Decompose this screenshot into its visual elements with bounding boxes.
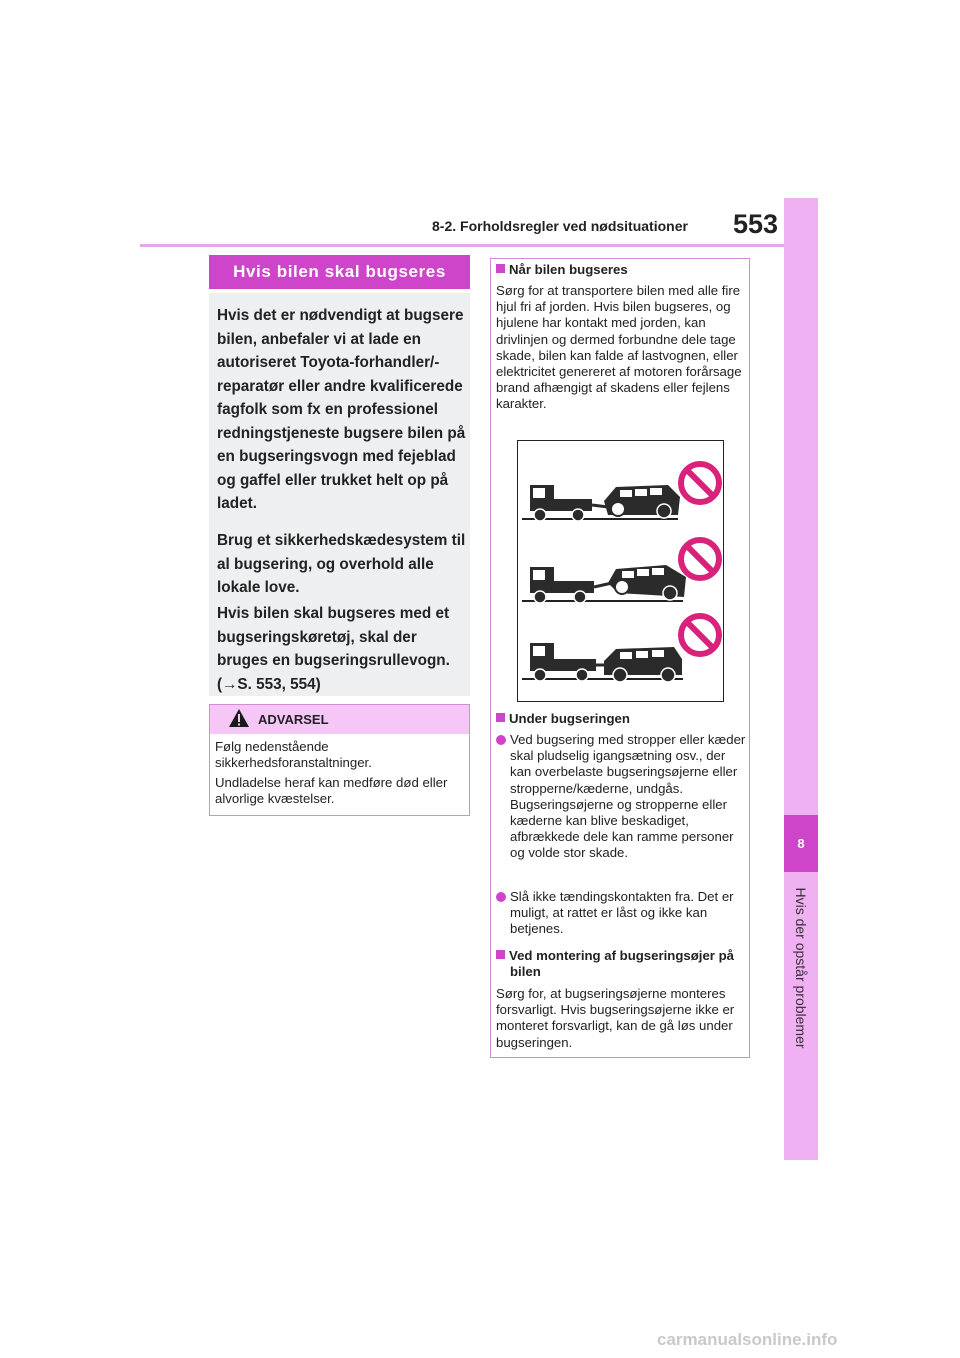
- towing-scene-3: [522, 616, 719, 682]
- subheading-mounting: [496, 948, 746, 980]
- round-bullet-icon: [496, 892, 506, 902]
- intro-paragraph: Brug et sikkerhedskædesystem til al bugsering, og overhold alle lokale love.: [217, 532, 466, 596]
- mounting-paragraph: Sørg for, at bugseringsøjerne monteres forsvarligt. Hvis bugseringsøjerne ikke er monteret forsvarligt, kan de gå løs under bugseringen.: [496, 986, 735, 1050]
- towing-scene-1: [522, 464, 719, 521]
- warning-paragraph: Undladelse heraf kan medføre død eller alvorlige kvæstelser.: [215, 775, 448, 806]
- towing-paragraph: Sørg for at transportere bilen med alle fire hjul fri af jorden. Hvis bilen bugseres, og hjulene har kontakt med jorden, kan drivlinjen og dermed forbundne dele tage skade, bilen kan falde af lastvognen, eller elektricitet genereret af motoren forårsage brand afhængigt af skadens eller fejlens karakter.: [496, 283, 742, 412]
- warning-paragraph: Følg nedenstående sikkerhedsforanstaltninger.: [215, 739, 372, 770]
- towing-prohibited-illustration: [517, 440, 724, 702]
- bullet-item: Ved bugsering med stropper eller kæder skal pludselig igangsætning osv., der kan overbelaste bugseringsøjerne eller stropperne/kæderne, undgås. Bugseringsøjerne og stropperne eller kæderne kan blive beskadiget, afbrækkede dele kan ramme personer og volde stor skade.: [510, 732, 746, 861]
- square-bullet-icon: [496, 264, 505, 273]
- intro-paragraph: Hvis det er nødvendigt at bugsere bilen, anbefaler vi at lade en autoriseret Toyota-forhandler/-reparatør eller andre kvalificerede fagfolk som fx en professionel redningstjeneste bugsere bilen på en bugseringsvogn med fejeblad og gaffel eller trukket helt op på ladet.: [217, 307, 466, 512]
- watermark: carmanualsonline.info: [657, 1330, 838, 1349]
- bullet-item: Slå ikke tændingskontakten fra. Det er muligt, at rattet er låst og ikke kan betjenes.: [510, 889, 734, 937]
- subheading-text: Når bilen bugseres: [509, 262, 628, 277]
- chapter-number: 8: [797, 836, 805, 851]
- subheading-text: Ved montering af bugseringsøjer på bilen: [509, 948, 734, 979]
- subheading-during-towing: [496, 711, 630, 727]
- section-heading: Hvis bilen skal bugseres: [209, 255, 470, 289]
- running-header: 8-2. Forholdsregler ved nødsituationer: [432, 218, 688, 234]
- chapter-title: Hvis der opstår problemer: [793, 887, 809, 1049]
- intro-paragraph: Hvis bilen skal bugseres med et bugseringskøretøj, skal der bruges en bugseringsrullevogn. (→S. 553, 554): [217, 605, 450, 693]
- round-bullet-icon: [496, 735, 506, 745]
- warning-title: ADVARSEL: [258, 712, 329, 727]
- header-divider: [140, 244, 785, 247]
- subheading-towing: [496, 262, 628, 278]
- warning-triangle-icon: [228, 708, 250, 728]
- towing-scene-2: [522, 540, 719, 603]
- square-bullet-icon: [496, 713, 505, 722]
- square-bullet-icon: [496, 950, 505, 959]
- subheading-text: Under bugseringen: [509, 711, 630, 726]
- page-number: 553: [733, 209, 779, 239]
